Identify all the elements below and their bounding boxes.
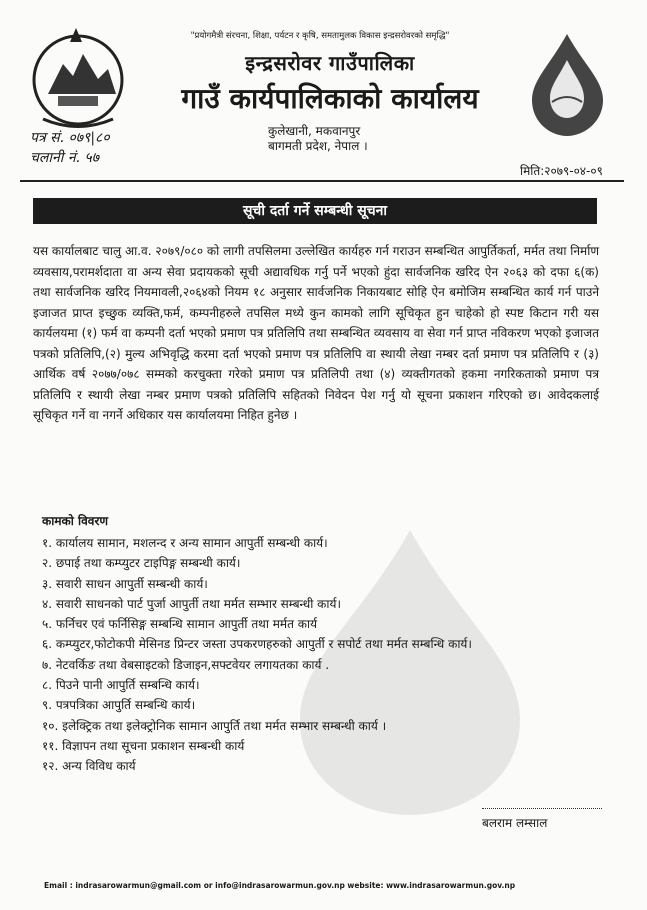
notice-body: यस कार्यालबाट चालु आ.व. २०७९/०८० को लागी तपसिलमा उल्लेखित कार्यहरु गर्न गराउन सम्बन्धित आपुर्तिकर्ता, मर्मत तथा निर्माण व्यवसाय,परामर्शदाता वा अन्य सेवा प्रदायकको सूची अद्यावधिक गर्नु पर्ने भएको हुंदा सार्वजनिक खरिद ऐन २०६३ को दफा ६(क) तथा सार्वजनिक खरिद नियमावली,२०६४को नियम १८ अनुसार सार्वजनिक निकायबाट सोहि ऐन बमोजिम सम्बन्धित कार्य गर्न पाउने इजाजत प्राप्त इच्छुक व्यक्ति,फर्म, कम्पनीहरुले तपसिल मध्ये कुन कामको लागि सूचिकृत हुन चाहेको हो स्पष्ट किटान गरी यस कार्यलयमा (१) फर्म वा कम्पनी दर्ता भएको प्रमाण पत्र प्रतिलिपि तथा सम्बन्धित व्यवसाय वा सेवा गर्न प्राप्त नविकरण भएको इजाजत पत्रको प्रतिलिपि,(२) मुल्य अभिवृद्धि करमा दर्ता भएको प्रमाण पत्र प्रतिलिपि वा स्थायी लेखा नम्बर दर्ता प्रमाण पत्र प्रतिलिपि र (३) आर्थिक वर्ष २०७७/०७८ सम्मको करचुक्ता गरेको प्रमाण पत्र प्रतिलिपी तथा (४) व्यक्तीगतको हकमा नगरिकताको प्रमाण पत्र प्रतिलिपि र स्थायी लेखा नम्बर प्रमाण पत्रको प्रतिलिपि सहितको निवेदन पेश गर्नु यो सूचना प्रकाशन गरिएको छ। आवेदकलाई सूचिकृत गर्ने वा नगर्ने अधिकार यस कार्यालयमा निहित हुनेछ । (33, 244, 599, 422)
list-item: ७. नेटवर्किङ तथा वेबसाइटको डिजाइन,सफ्टवेयर लगायतका कार्य . (42, 657, 330, 672)
municipality-logo-icon (520, 30, 615, 140)
list-item: १०. इलेक्ट्रिक तथा इलेक्ट्रोनिक सामान आपुर्ति तथा मर्मत सम्भार सम्बन्धी कार्य । (42, 718, 387, 733)
works-list (42, 533, 612, 777)
notice-date: मिति:२०७९-०४-०९ (520, 164, 603, 178)
list-item: ११. विज्ञापन तथा सूचना प्रकाशन सम्बन्धी कार्य (42, 738, 245, 753)
list-item: ३. सवारी साधन आपुर्ती सम्बन्धी कार्य। (42, 576, 208, 591)
government-emblem-icon (28, 24, 128, 132)
motto: "प्रयोगमैत्री संरचना, शिक्षा, पर्यटन र कृषि, समतामुलक विकास इन्द्रसरोवरको समृद्धि" (190, 31, 450, 41)
notice-title: सूची दर्ता गर्ने सम्बन्धी सूचना (33, 198, 597, 224)
signature-line (482, 808, 602, 809)
list-item: ६. कम्प्युटर,फोटोकपी मेसिनड प्रिन्टर जस्ता उपकरणहरुको आपुर्ती र सपोर्ट तथा मर्मत सम्बन्धि कार्य। (42, 637, 472, 652)
list-item: १. कार्यालय सामान, मशलन्द र अन्य सामान आपुर्ती सम्बन्धी कार्य। (42, 536, 328, 550)
address (268, 124, 368, 154)
works-heading: कामको विवरण (42, 514, 109, 528)
list-item: ४. सवारी साधनको पार्ट पुर्जा आपुर्ती तथा मर्मत सम्भार सम्बन्धी कार्य। (42, 596, 342, 611)
signatory-name: बलराम लम्साल (482, 816, 548, 830)
office-name: गाउँ कार्यपालिकाको कार्यालय (181, 82, 479, 115)
list-item: ९. पत्रपत्रिका आपुर्ति सम्बन्धि कार्य। (42, 698, 196, 713)
footer-contact: Email : indrasarowarmun@gmail.com or info@indrasarowarmun.gov.np website: www.indrasarowarmun.gov.np (44, 881, 516, 890)
list-item: १२. अन्य विविध कार्य (42, 759, 136, 774)
municipality-name: इन्द्रसरोवर गाउँपालिका (245, 51, 415, 75)
dispatch-number: चलानी नं. ५७ (30, 150, 100, 166)
reference-numbers (30, 128, 110, 168)
letter-number: पत्र सं. ०७९|८० (30, 130, 110, 146)
list-item: ८. पिउने पानी आपुर्ति सम्बन्धि कार्य। (42, 678, 200, 693)
address-line-1: कुलेखानी, मकवानपुर (268, 124, 361, 138)
list-item: ५. फर्निचर एवं फर्निसिङ्ग सम्बन्धि सामान आपुर्ती तथा मर्मत कार्य (42, 617, 318, 632)
list-item: २. छपाई तथा कम्प्युटर टाइपिङ्ग सम्बन्धी कार्य। (42, 556, 241, 571)
address-line-2: बागमती प्रदेश, नेपाल । (268, 139, 368, 153)
header-divider (20, 180, 624, 182)
